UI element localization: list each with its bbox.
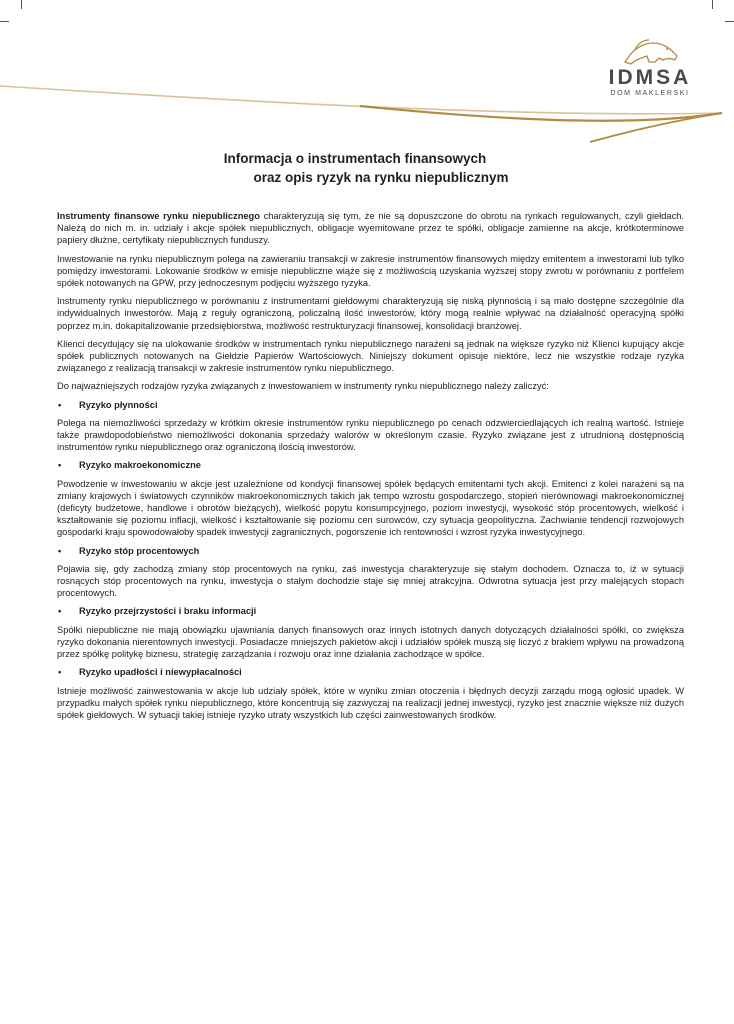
intro-lead: Instrumenty finansowe rynku niepublicznego — [57, 211, 260, 221]
risk-heading-insolvency — [57, 666, 684, 678]
bullet-marker: • — [58, 606, 62, 617]
bullet-marker: • — [58, 399, 62, 410]
risk-heading-interest-rate — [57, 545, 684, 557]
risk-heading-text: Ryzyko stóp procentowych — [79, 545, 200, 556]
risk-text-transparency: Spółki niepubliczne nie mają obowiązku ujawniania danych finansowych oraz innych istotnych danych dotyczących działalności spółki, co zwiększa ryzyko dokonania nierentownych inwestycji. Posiadacze mniejszych pakietów akcji i udziałów spółek muszą się liczyć z brakiem wpływu na prowadzoną przez spółkę politykę biznesu, strategię zarządzania i rozwoju oraz inne działania zachodzące w spółce. — [57, 624, 684, 660]
brand-name: IDMSA — [608, 66, 692, 89]
risk-heading-text: Ryzyko upadłości i niewypłacalności — [79, 667, 242, 678]
lion-icon — [615, 36, 685, 66]
risk-text-interest-rate: Pojawia się, gdy zachodzą zmiany stóp procentowych na rynku, zaś inwestycja charakteryzuje się stałym dochodem. Oznacza to, iż w sytuacji rosnących stóp procentowych na rynku, inwestycja o stałym dochodzie staje się mniej atrakcyjna. Odwrotna sytuacja jest przy malejących stopach procentowych. — [57, 563, 684, 599]
document-body — [57, 210, 684, 727]
risk-heading-text: Ryzyko makroekonomiczne — [79, 460, 201, 471]
page-title-line-1: Informacja o instrumentach finansowych — [223, 151, 487, 166]
intro-text: charakteryzują się tym, że nie są dopuszczone do obrotu na rynkach regulowanych, czyli giełdach. Należą do nich m. in. udziały i akcje spółek niepublicznych, obligacje wyemitowane przez te spółki, obligacje zamienne na akcje, krótkoterminowe papiery dłużne, certyfikaty niepublicznych funduszy. — [57, 211, 684, 246]
company-logo — [600, 36, 700, 98]
risk-heading-text: Ryzyko przejrzystości i braku informacji — [79, 606, 257, 617]
bullet-marker: • — [58, 460, 62, 471]
risk-heading-macroeconomic — [57, 459, 684, 471]
page-title-line-2: oraz opis ryzyk na rynku niepublicznym — [253, 170, 509, 185]
risk-text-insolvency: Istnieje możliwość zainwestowania w akcje lub udziały spółek, które w wyniku zmian otoczenia i błędnych decyzji zarządu mogą ogłosić upadek. W przypadku małych spółek rynku niepublicznego, które koncentrują się zazwyczaj na realizacji jednej inwestycji, ryzyko jest znacznie większe niż dużych spółek giełdowych. W sytuacji takiej istnieje ryzyko utraty wszystkich lub części zainwestowanych środków. — [57, 685, 684, 720]
bullet-marker: • — [58, 545, 62, 556]
paragraph-2: Inwestowanie na rynku niepublicznym polega na zawieraniu transakcji w zakresie instrumentów finansowych między emitentem a inwestorami lub tylko pomiędzy inwestorami. Lokowanie środków w emisje niepubliczne wiąże się z możliwością uzyskania wyższej stopy zwrotu w porównaniu z portfelem spółek notowanych na GPW, przy jednoczesnym podjęciu wyższego ryzyka. — [57, 253, 684, 289]
paragraph-4: Klienci decydujący się na ulokowanie środków w instrumentach rynku niepublicznego narażeni są jednak na większe ryzyko niż Klienci kupujący akcje spółek publicznych notowanych na Giełdzie Papierów Wartościowych. Niniejszy dokument opisuje niektóre, lecz nie wszystkie rodzaje ryzyka związanego z realizacją transakcji w zakresie instrumentów rynku niepublicznego. — [57, 338, 684, 374]
risk-heading-liquidity — [57, 399, 684, 411]
risk-text-liquidity: Polega na niemożliwości sprzedaży w krótkim okresie instrumentów rynku niepublicznego po cenach odzwierciedlających ich realną wartość. Istnieje także prawdopodobieństwo niemożliwości dokonania sprzedaży walorów w określonym czasie. Ryzyko związane jest z utrudnioną dostępnością instrumentów rynku niepublicznego oraz ograniczoną ilością inwestorów. — [57, 417, 684, 453]
risk-heading-text: Ryzyko płynności — [79, 399, 158, 410]
risk-text-macroeconomic: Powodzenie w inwestowaniu w akcje jest uzależnione od kondycji finansowej spółek będących emitentami tych akcji. Emitenci z kolei narażeni są na zmiany krajowych i światowych czynników makroekonomicznych takich jak tempo wzrostu gospodarczego, stopień nierównowagi makroekonomicznej (deficyty budżetowe, handlowe i obrotów bieżących), wielkość popytu konsumpcyjnego, poziom inwestycji, wysokość stóp procentowych, wielkość i kształtowanie się poziomu inflacji, wielkość i kształtowanie się poziomu cen surowców, czy sytuacja geopolityczna. Zachwianie tendencji rozwojowych gospodarki kraju spowodowałoby spadek inwestycji zagranicznych, pogorszenie ich rentowności i wzrost ryzyka inwestycyjnego. — [57, 478, 684, 538]
paragraph-3: Instrumenty rynku niepublicznego w porównaniu z instrumentami giełdowymi charakteryzują się niską płynnością i są mało dostępne szczególnie dla indywidualnych inwestorów. Mają z reguły ograniczoną, policzalną ilość inwestorów, który mogą realnie wpływać na działalność operacyjną spółki poprzez m.in. dokapitalizowanie przedsiębiorstwa, możliwość restrukturyzacji finansowej, konsolidacji branżowej. — [57, 296, 684, 331]
bullet-marker: • — [58, 667, 62, 678]
risk-heading-transparency — [57, 605, 684, 617]
paragraph-5: Do najważniejszych rodzajów ryzyka związanych z inwestowaniem w instrumenty rynku niepublicznego należy zaliczyć: — [57, 381, 549, 392]
brand-subtitle: DOM MAKLERSKI — [610, 90, 690, 97]
intro-paragraph — [57, 210, 684, 247]
